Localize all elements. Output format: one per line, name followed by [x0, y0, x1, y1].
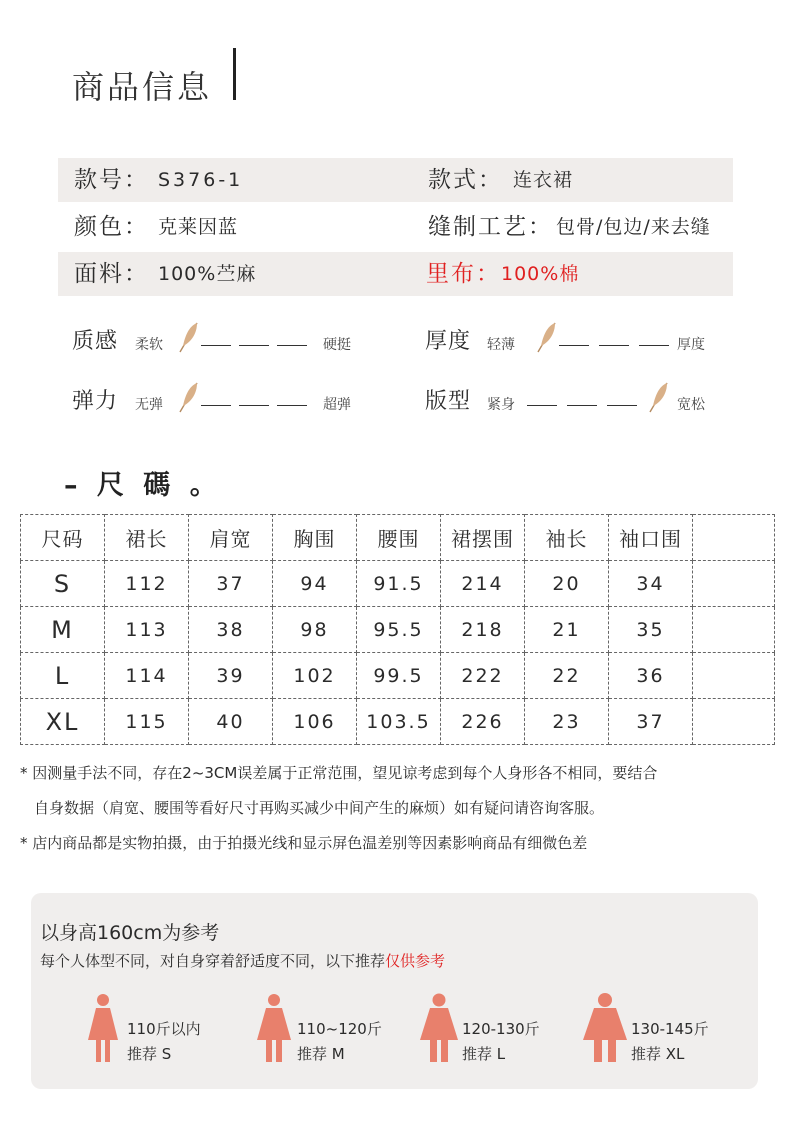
- table-cell: 22: [525, 653, 609, 699]
- recommend-item-xl: [631, 1017, 709, 1067]
- craft-label: 缝制工艺：: [428, 214, 553, 240]
- texture-min-label: 柔软: [135, 337, 163, 353]
- table-cell: 34: [609, 561, 693, 607]
- header-cell: 肩宽: [189, 515, 273, 561]
- info-row-color: [58, 205, 733, 249]
- woman-figure-icon: [582, 993, 628, 1065]
- table-cell: 21: [525, 607, 609, 653]
- thickness-scale: [487, 330, 727, 358]
- table-cell: 91.5: [357, 561, 441, 607]
- size-name-cell: M: [21, 607, 105, 653]
- header-cell: 腰围: [357, 515, 441, 561]
- recommend-weight: 110~120斤: [297, 1020, 382, 1038]
- size-section-title: – 尺 碼 。: [64, 470, 222, 501]
- table-cell: 218: [441, 607, 525, 653]
- style-type-value: 连衣裙: [513, 169, 574, 191]
- note-measurement-cont: 自身数据（肩宽、腰围等看好尺寸再购买减少中间产生的麻烦）如有疑问请咨询客服。: [34, 799, 605, 817]
- elasticity-label: 弹力: [72, 389, 119, 414]
- woman-figure-icon: [84, 993, 122, 1065]
- table-row: [21, 607, 775, 653]
- elasticity-min-label: 无弹: [135, 397, 163, 413]
- info-row-style: [58, 158, 733, 202]
- thickness-min-label: 轻薄: [487, 337, 515, 353]
- recommend-size: 推荐 S: [127, 1045, 172, 1063]
- header-cell: 胸围: [273, 515, 357, 561]
- recommend-size: 推荐 L: [462, 1045, 506, 1063]
- style-no-value: S376-1: [158, 169, 244, 191]
- table-cell: [693, 607, 775, 653]
- thickness-max-label: 厚度: [677, 337, 705, 353]
- fit-label: 版型: [425, 389, 472, 414]
- size-name-cell: S: [21, 561, 105, 607]
- recommend-size: 推荐 XL: [631, 1045, 685, 1063]
- title-divider: [233, 48, 236, 100]
- wheat-leaf-icon: [177, 320, 201, 354]
- table-cell: [693, 699, 775, 745]
- table-cell: 214: [441, 561, 525, 607]
- texture-scale: [135, 330, 375, 358]
- table-cell: 37: [609, 699, 693, 745]
- table-cell: 95.5: [357, 607, 441, 653]
- lining-label: 里布：: [426, 261, 501, 287]
- info-row-fabric: [58, 252, 733, 296]
- recommend-item-m: [297, 1017, 382, 1067]
- color-label: 颜色：: [74, 214, 149, 240]
- fit-scale: [487, 390, 727, 418]
- table-row: [21, 561, 775, 607]
- style-type-label: 款式：: [428, 167, 503, 193]
- size-table: [20, 514, 775, 745]
- color-value: 克莱因蓝: [158, 216, 239, 238]
- wheat-leaf-icon: [647, 380, 671, 414]
- size-name-cell: XL: [21, 699, 105, 745]
- table-cell: 115: [105, 699, 189, 745]
- table-cell: 94: [273, 561, 357, 607]
- table-cell: 36: [609, 653, 693, 699]
- woman-figure-icon: [418, 993, 460, 1065]
- texture-label: 质感: [72, 329, 119, 354]
- woman-figure-icon: [254, 993, 294, 1065]
- elasticity-scale: [135, 390, 375, 418]
- size-name-cell: L: [21, 653, 105, 699]
- table-cell: [693, 653, 775, 699]
- fabric-value: 100%苎麻: [158, 263, 257, 285]
- fit-min-label: 紧身: [487, 397, 515, 413]
- header-cell: 袖长: [525, 515, 609, 561]
- table-cell: 35: [609, 607, 693, 653]
- table-cell: 222: [441, 653, 525, 699]
- table-cell: 20: [525, 561, 609, 607]
- table-cell: 103.5: [357, 699, 441, 745]
- recommend-weight: 110斤以内: [127, 1020, 201, 1038]
- recommend-weight: 120-130斤: [462, 1020, 540, 1038]
- header-cell: 裙长: [105, 515, 189, 561]
- wheat-leaf-icon: [177, 380, 201, 414]
- table-cell: 37: [189, 561, 273, 607]
- recommend-item-l: [462, 1017, 540, 1067]
- reference-subtitle: [40, 950, 445, 971]
- header-cell: [693, 515, 775, 561]
- elasticity-max-label: 超弹: [323, 397, 351, 413]
- fabric-label: 面料：: [74, 261, 149, 287]
- texture-max-label: 硬挺: [323, 337, 351, 353]
- table-cell: 102: [273, 653, 357, 699]
- craft-value: 包骨/包边/来去缝: [556, 216, 711, 238]
- recommend-item-s: [127, 1017, 201, 1067]
- reference-subtitle-text: 每个人体型不同，对自身穿着舒适度不同，以下推荐: [40, 952, 386, 970]
- table-cell: 226: [441, 699, 525, 745]
- size-table-header: [21, 515, 775, 561]
- table-cell: 38: [189, 607, 273, 653]
- wheat-leaf-icon: [535, 320, 559, 354]
- header-cell: 裙摆围: [441, 515, 525, 561]
- table-cell: 106: [273, 699, 357, 745]
- lining-value: 100%棉: [501, 263, 580, 285]
- table-cell: 113: [105, 607, 189, 653]
- table-cell: 112: [105, 561, 189, 607]
- thickness-label: 厚度: [425, 329, 472, 354]
- reference-subtitle-highlight: 仅供参考: [385, 952, 446, 970]
- table-cell: 114: [105, 653, 189, 699]
- reference-title: 以身高160cm为参考: [40, 922, 220, 944]
- table-cell: 39: [189, 653, 273, 699]
- fit-max-label: 宽松: [677, 397, 705, 413]
- table-cell: 99.5: [357, 653, 441, 699]
- header-cell: 尺码: [21, 515, 105, 561]
- table-row: [21, 699, 775, 745]
- recommend-weight: 130-145斤: [631, 1020, 709, 1038]
- table-cell: 23: [525, 699, 609, 745]
- table-row: [21, 653, 775, 699]
- table-cell: [693, 561, 775, 607]
- recommend-size: 推荐 M: [297, 1045, 345, 1063]
- table-cell: 40: [189, 699, 273, 745]
- page-title: 商品信息: [72, 68, 213, 106]
- style-no-label: 款号：: [74, 167, 149, 193]
- note-color-diff: * 店内商品都是实物拍摄，由于拍摄光线和显示屏色温差别等因素影响商品有细微色差: [20, 834, 588, 852]
- table-cell: 98: [273, 607, 357, 653]
- note-measurement: * 因测量手法不同，存在2~3CM误差属于正常范围，望见谅考虑到每个人身形各不相同，要结合: [20, 764, 658, 782]
- header-cell: 袖口围: [609, 515, 693, 561]
